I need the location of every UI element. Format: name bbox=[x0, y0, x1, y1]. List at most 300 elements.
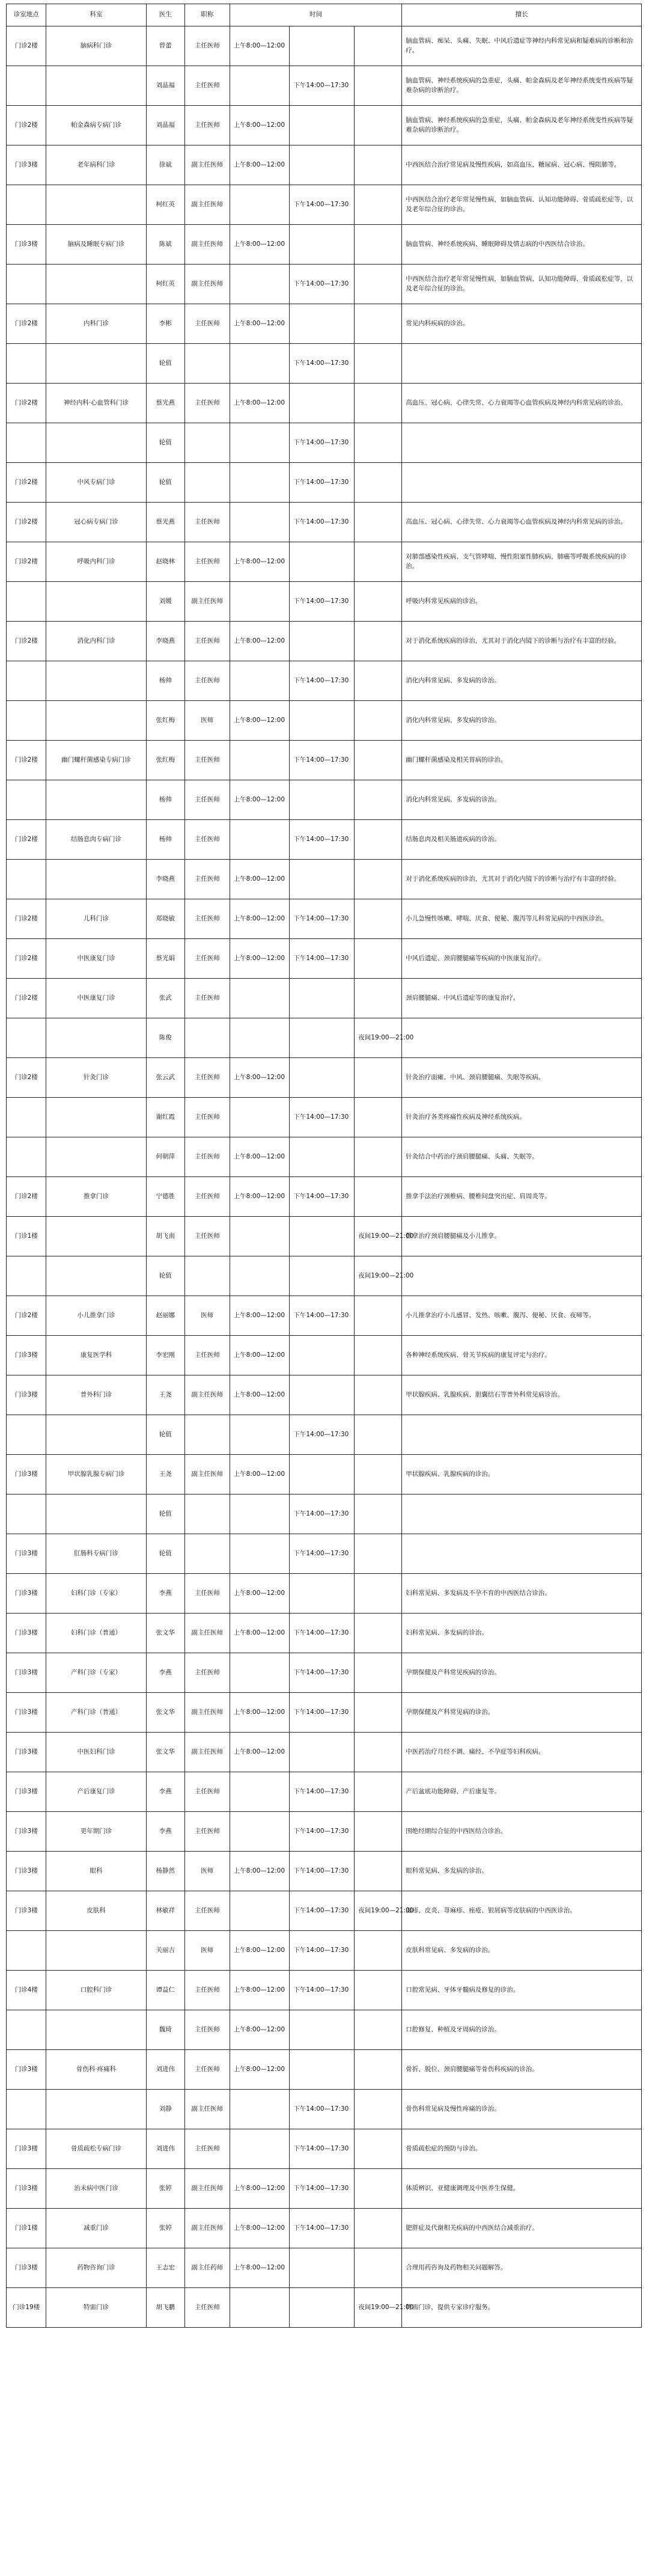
location-cell: 门诊2楼 bbox=[7, 1058, 46, 1098]
table-row bbox=[7, 1971, 642, 2010]
table-row bbox=[7, 26, 642, 66]
specialty-cell: 幽门螺杆菌感染及相关胃病的诊治。 bbox=[402, 741, 642, 780]
afternoon-time-cell: 下午14:00—17:30 bbox=[290, 503, 355, 542]
location-cell: 门诊2楼 bbox=[7, 820, 46, 860]
title-cell: 主任医师 bbox=[184, 741, 230, 780]
department-cell: 中风专病门诊 bbox=[46, 463, 146, 503]
afternoon-time-cell bbox=[290, 384, 355, 423]
department-cell: 帕金森病专病门诊 bbox=[46, 106, 146, 145]
specialty-cell: 合理用药咨询及药物相关问题解答。 bbox=[402, 2248, 642, 2288]
table-row bbox=[7, 145, 642, 185]
morning-time-cell: 上午8:00—12:00 bbox=[230, 1971, 290, 2010]
afternoon-time-cell: 下午14:00—17:30 bbox=[290, 2090, 355, 2129]
afternoon-time-cell: 下午14:00—17:30 bbox=[290, 1971, 355, 2010]
location-cell: 门诊2楼 bbox=[7, 979, 46, 1018]
title-cell: 主任医师 bbox=[184, 66, 230, 106]
morning-time-cell bbox=[230, 1534, 290, 1574]
doctor-cell: 王尧 bbox=[146, 1375, 184, 1415]
department-cell bbox=[46, 1098, 146, 1137]
department-cell: 皮肤科 bbox=[46, 1891, 146, 1931]
doctor-cell: 赵丽娜 bbox=[146, 1296, 184, 1336]
morning-time-cell: 上午8:00—12:00 bbox=[230, 1733, 290, 1772]
doctor-cell: 陈斌 bbox=[146, 225, 184, 265]
title-cell: 副主任医师 bbox=[184, 1455, 230, 1495]
evening-time-cell bbox=[355, 1534, 402, 1574]
table-row bbox=[7, 2090, 642, 2129]
department-cell: 幽门螺杆菌感染专病门诊 bbox=[46, 741, 146, 780]
doctor-cell: 李燕 bbox=[146, 1812, 184, 1852]
table-row bbox=[7, 384, 642, 423]
doctor-cell: 张文华 bbox=[146, 1693, 184, 1733]
evening-time-cell bbox=[355, 2129, 402, 2169]
evening-time-cell bbox=[355, 26, 402, 66]
title-cell: 主任医师 bbox=[184, 2129, 230, 2169]
morning-time-cell bbox=[230, 820, 290, 860]
specialty-cell: 围绝经期综合征的中西医结合诊治。 bbox=[402, 1812, 642, 1852]
afternoon-time-cell bbox=[290, 304, 355, 344]
title-cell: 主任医师 bbox=[184, 384, 230, 423]
evening-time-cell bbox=[355, 1653, 402, 1693]
department-cell: 妇科门诊（专家） bbox=[46, 1574, 146, 1614]
doctor-cell: 张婷 bbox=[146, 2209, 184, 2248]
table-row bbox=[7, 939, 642, 979]
department-cell: 肛肠科专病门诊 bbox=[46, 1534, 146, 1574]
morning-time-cell: 上午8:00—12:00 bbox=[230, 2010, 290, 2050]
doctor-cell: 张文华 bbox=[146, 1614, 184, 1653]
doctor-cell: 张红梅 bbox=[146, 701, 184, 741]
morning-time-cell: 上午8:00—12:00 bbox=[230, 1177, 290, 1217]
evening-time-cell bbox=[355, 1058, 402, 1098]
afternoon-time-cell bbox=[290, 780, 355, 820]
specialty-cell: 针灸治疗各类疼痛性疾病及神经系统疾病。 bbox=[402, 1098, 642, 1137]
afternoon-time-cell: 下午14:00—17:30 bbox=[290, 899, 355, 939]
morning-time-cell: 上午8:00—12:00 bbox=[230, 622, 290, 661]
specialty-cell: 甲状腺疾病、乳腺疾病的诊治。 bbox=[402, 1455, 642, 1495]
title-cell: 医师 bbox=[184, 1931, 230, 1971]
doctor-cell: 宁德胜 bbox=[146, 1177, 184, 1217]
department-cell: 内科门诊 bbox=[46, 304, 146, 344]
afternoon-time-cell bbox=[290, 106, 355, 145]
table-row bbox=[7, 1375, 642, 1415]
department-cell bbox=[46, 780, 146, 820]
department-cell: 甲状腺乳腺专病门诊 bbox=[46, 1455, 146, 1495]
table-row bbox=[7, 1733, 642, 1772]
title-cell: 主任医师 bbox=[184, 2050, 230, 2090]
afternoon-time-cell: 下午14:00—17:30 bbox=[290, 1931, 355, 1971]
table-row bbox=[7, 899, 642, 939]
evening-time-cell bbox=[355, 2169, 402, 2209]
evening-time-cell bbox=[355, 542, 402, 582]
table-row bbox=[7, 622, 642, 661]
doctor-cell: 刘进伟 bbox=[146, 2050, 184, 2090]
title-cell: 副主任医师 bbox=[184, 2169, 230, 2209]
specialty-cell: 中风后遗症、颈肩腰腿痛等疾病的中医康复治疗。 bbox=[402, 939, 642, 979]
location-cell: 门诊2楼 bbox=[7, 26, 46, 66]
morning-time-cell bbox=[230, 503, 290, 542]
department-cell: 小儿推拿门诊 bbox=[46, 1296, 146, 1336]
afternoon-time-cell: 下午14:00—17:30 bbox=[290, 1812, 355, 1852]
specialty-cell bbox=[402, 1534, 642, 1574]
evening-time-cell bbox=[355, 1614, 402, 1653]
specialty-cell bbox=[402, 423, 642, 463]
afternoon-time-cell: 下午14:00—17:30 bbox=[290, 423, 355, 463]
location-cell bbox=[7, 661, 46, 701]
doctor-cell: 谭益仁 bbox=[146, 1971, 184, 2010]
table-row bbox=[7, 1415, 642, 1455]
afternoon-time-cell bbox=[290, 2010, 355, 2050]
morning-time-cell bbox=[230, 741, 290, 780]
morning-time-cell bbox=[230, 66, 290, 106]
evening-time-cell: 夜间19:00—21:00 bbox=[355, 1018, 402, 1058]
doctor-cell: 李晓燕 bbox=[146, 860, 184, 899]
department-cell bbox=[46, 582, 146, 622]
afternoon-time-cell bbox=[290, 979, 355, 1018]
table-row bbox=[7, 2129, 642, 2169]
department-cell: 普外科门诊 bbox=[46, 1375, 146, 1415]
table-row bbox=[7, 2209, 642, 2248]
table-row bbox=[7, 225, 642, 265]
afternoon-time-cell: 下午14:00—17:30 bbox=[290, 265, 355, 304]
morning-time-cell bbox=[230, 979, 290, 1018]
morning-time-cell: 上午8:00—12:00 bbox=[230, 939, 290, 979]
table-row bbox=[7, 423, 642, 463]
evening-time-cell bbox=[355, 1495, 402, 1534]
doctor-cell: 杨静然 bbox=[146, 1852, 184, 1891]
table-row bbox=[7, 463, 642, 503]
morning-time-cell bbox=[230, 423, 290, 463]
doctor-cell: 刘晶福 bbox=[146, 66, 184, 106]
title-cell: 副主任医师 bbox=[184, 1693, 230, 1733]
location-cell bbox=[7, 2090, 46, 2129]
morning-time-cell: 上午8:00—12:00 bbox=[230, 2169, 290, 2209]
evening-time-cell bbox=[355, 1455, 402, 1495]
morning-time-cell bbox=[230, 1653, 290, 1693]
department-cell bbox=[46, 2010, 146, 2050]
location-cell: 门诊3楼 bbox=[7, 225, 46, 265]
table-row bbox=[7, 1296, 642, 1336]
morning-time-cell bbox=[230, 185, 290, 225]
afternoon-time-cell: 下午14:00—17:30 bbox=[290, 1098, 355, 1137]
table-row bbox=[7, 2169, 642, 2209]
afternoon-time-cell bbox=[290, 2248, 355, 2288]
department-cell: 药物咨询门诊 bbox=[46, 2248, 146, 2288]
specialty-cell: 甲状腺疾病、乳腺疾病、胆囊结石等普外科常见病诊治。 bbox=[402, 1375, 642, 1415]
table-row bbox=[7, 1574, 642, 1614]
specialty-cell: 口腔常见病、牙体牙髓病及修复的诊治。 bbox=[402, 1971, 642, 2010]
afternoon-time-cell bbox=[290, 1058, 355, 1098]
title-cell: 主任医师 bbox=[184, 1098, 230, 1137]
morning-time-cell: 上午8:00—12:00 bbox=[230, 899, 290, 939]
department-cell bbox=[46, 185, 146, 225]
specialty-cell: 常见内科疾病的诊治。 bbox=[402, 304, 642, 344]
table-row bbox=[7, 1614, 642, 1653]
location-cell bbox=[7, 860, 46, 899]
title-cell: 副主任医师 bbox=[184, 2090, 230, 2129]
doctor-cell: 轮值 bbox=[146, 1534, 184, 1574]
location-cell: 门诊4楼 bbox=[7, 1971, 46, 2010]
evening-time-cell bbox=[355, 2090, 402, 2129]
evening-time-cell bbox=[355, 939, 402, 979]
department-cell: 特需门诊 bbox=[46, 2288, 146, 2328]
title-cell: 副主任医师 bbox=[184, 225, 230, 265]
location-cell bbox=[7, 780, 46, 820]
doctor-cell: 李燕 bbox=[146, 1772, 184, 1812]
location-cell bbox=[7, 701, 46, 741]
specialty-cell bbox=[402, 1415, 642, 1455]
evening-time-cell bbox=[355, 899, 402, 939]
title-cell: 副主任医师 bbox=[184, 1375, 230, 1415]
department-cell: 神经内科·心血管科门诊 bbox=[46, 384, 146, 423]
table-row bbox=[7, 1693, 642, 1733]
title-cell: 主任医师 bbox=[184, 1574, 230, 1614]
specialty-cell bbox=[402, 1495, 642, 1534]
specialty-cell: 特需门诊，提供专家诊疗服务。 bbox=[402, 2288, 642, 2328]
afternoon-time-cell: 下午14:00—17:30 bbox=[290, 1653, 355, 1693]
specialty-cell: 中西医结合治疗常见病及慢性疾病，如高血压、糖尿病、冠心病、慢阻肺等。 bbox=[402, 145, 642, 185]
specialty-cell: 肥胖症及代谢相关疾病的中西医结合减重治疗。 bbox=[402, 2209, 642, 2248]
table-row bbox=[7, 1891, 642, 1931]
location-cell: 门诊3楼 bbox=[7, 2248, 46, 2288]
doctor-cell: 张婷 bbox=[146, 2169, 184, 2209]
specialty-cell bbox=[402, 463, 642, 503]
department-cell: 妇科门诊（普通） bbox=[46, 1614, 146, 1653]
department-cell: 康复医学科 bbox=[46, 1336, 146, 1375]
specialty-cell: 骨折、脱位、颈肩腰腿痛等骨伤科疾病的诊治。 bbox=[402, 2050, 642, 2090]
title-cell: 主任医师 bbox=[184, 622, 230, 661]
doctor-cell: 赵晓林 bbox=[146, 542, 184, 582]
schedule-rows bbox=[7, 26, 642, 2328]
location-cell: 门诊3楼 bbox=[7, 1772, 46, 1812]
header-location: 诊室地点 bbox=[7, 4, 46, 26]
morning-time-cell bbox=[230, 1256, 290, 1296]
table-row bbox=[7, 2050, 642, 2090]
morning-time-cell: 上午8:00—12:00 bbox=[230, 1614, 290, 1653]
location-cell: 门诊3楼 bbox=[7, 2169, 46, 2209]
department-cell: 产科门诊（普通） bbox=[46, 1693, 146, 1733]
table-row bbox=[7, 503, 642, 542]
title-cell: 主任医师 bbox=[184, 939, 230, 979]
evening-time-cell: 夜间19:00—21:00 bbox=[355, 1217, 402, 1256]
evening-time-cell bbox=[355, 1812, 402, 1852]
evening-time-cell bbox=[355, 2248, 402, 2288]
title-cell: 主任医师 bbox=[184, 860, 230, 899]
department-cell: 减重门诊 bbox=[46, 2209, 146, 2248]
specialty-cell: 孕期保健及产科常见病的诊治。 bbox=[402, 1693, 642, 1733]
department-cell: 骨质疏松专病门诊 bbox=[46, 2129, 146, 2169]
table-row bbox=[7, 265, 642, 304]
title-cell bbox=[184, 463, 230, 503]
doctor-cell: 杨帅 bbox=[146, 820, 184, 860]
specialty-cell: 妇科常见病、多发病的诊治。 bbox=[402, 1614, 642, 1653]
location-cell: 门诊2楼 bbox=[7, 463, 46, 503]
table-row bbox=[7, 1137, 642, 1177]
table-row bbox=[7, 1217, 642, 1256]
evening-time-cell bbox=[355, 145, 402, 185]
afternoon-time-cell: 下午14:00—17:30 bbox=[290, 2129, 355, 2169]
department-cell bbox=[46, 2090, 146, 2129]
doctor-cell: 王志宏 bbox=[146, 2248, 184, 2288]
location-cell: 门诊3楼 bbox=[7, 1574, 46, 1614]
specialty-cell: 脑血管病、神经系统疾病的急重症，头痛、帕金森病及老年神经系统变性疾病等疑难杂病的诊断治疗。 bbox=[402, 66, 642, 106]
evening-time-cell bbox=[355, 1296, 402, 1336]
specialty-cell: 脑血管病、神经系统疾病的急重症，头痛、帕金森病及老年神经系统变性疾病等疑难杂病的诊断治疗。 bbox=[402, 106, 642, 145]
title-cell bbox=[184, 1415, 230, 1455]
doctor-cell: 蔡光娟 bbox=[146, 939, 184, 979]
department-cell bbox=[46, 1495, 146, 1534]
doctor-cell: 魏琦 bbox=[146, 2010, 184, 2050]
location-cell: 门诊3楼 bbox=[7, 1336, 46, 1375]
department-cell: 治未病中医门诊 bbox=[46, 2169, 146, 2209]
table-row bbox=[7, 1098, 642, 1137]
morning-time-cell bbox=[230, 1098, 290, 1137]
location-cell: 门诊2楼 bbox=[7, 939, 46, 979]
afternoon-time-cell: 下午14:00—17:30 bbox=[290, 939, 355, 979]
afternoon-time-cell: 下午14:00—17:30 bbox=[290, 1852, 355, 1891]
department-cell: 产后康复门诊 bbox=[46, 1772, 146, 1812]
location-cell bbox=[7, 1137, 46, 1177]
department-cell: 眼科 bbox=[46, 1852, 146, 1891]
title-cell: 主任医师 bbox=[184, 304, 230, 344]
specialty-cell: 湿疹、皮炎、荨麻疹、痤疮、银屑病等皮肤病的中西医诊治。 bbox=[402, 1891, 642, 1931]
doctor-cell: 刘静 bbox=[146, 2090, 184, 2129]
evening-time-cell bbox=[355, 463, 402, 503]
afternoon-time-cell: 下午14:00—17:30 bbox=[290, 1415, 355, 1455]
location-cell: 门诊3楼 bbox=[7, 1693, 46, 1733]
title-cell: 主任医师 bbox=[184, 1812, 230, 1852]
location-cell: 门诊2楼 bbox=[7, 899, 46, 939]
morning-time-cell: 上午8:00—12:00 bbox=[230, 860, 290, 899]
afternoon-time-cell: 下午14:00—17:30 bbox=[290, 1693, 355, 1733]
clinic-schedule-table bbox=[6, 4, 642, 2328]
table-row bbox=[7, 185, 642, 225]
table-row bbox=[7, 344, 642, 384]
specialty-cell: 体质辨识、亚健康调理及中医养生保健。 bbox=[402, 2169, 642, 2209]
location-cell: 门诊2楼 bbox=[7, 384, 46, 423]
title-cell bbox=[184, 1018, 230, 1058]
title-cell bbox=[184, 1495, 230, 1534]
doctor-cell: 陈俊 bbox=[146, 1018, 184, 1058]
department-cell: 脑病及睡眠专病门诊 bbox=[46, 225, 146, 265]
evening-time-cell bbox=[355, 1971, 402, 2010]
table-row bbox=[7, 780, 642, 820]
specialty-cell: 产后盆底功能障碍、产后康复等。 bbox=[402, 1772, 642, 1812]
morning-time-cell: 上午8:00—12:00 bbox=[230, 780, 290, 820]
doctor-cell: 李彬 bbox=[146, 304, 184, 344]
afternoon-time-cell: 下午14:00—17:30 bbox=[290, 1614, 355, 1653]
table-row bbox=[7, 304, 642, 344]
doctor-cell: 刘媛 bbox=[146, 582, 184, 622]
table-row bbox=[7, 1653, 642, 1693]
department-cell bbox=[46, 1931, 146, 1971]
specialty-cell bbox=[402, 1018, 642, 1058]
evening-time-cell: 夜间19:00—21:00 bbox=[355, 2288, 402, 2328]
morning-time-cell: 上午8:00—12:00 bbox=[230, 384, 290, 423]
table-row bbox=[7, 701, 642, 741]
title-cell: 主任医师 bbox=[184, 780, 230, 820]
title-cell: 主任医师 bbox=[184, 1336, 230, 1375]
afternoon-time-cell: 下午14:00—17:30 bbox=[290, 1177, 355, 1217]
table-row bbox=[7, 979, 642, 1018]
title-cell: 副主任医师 bbox=[184, 1733, 230, 1772]
specialty-cell bbox=[402, 344, 642, 384]
location-cell bbox=[7, 185, 46, 225]
department-cell: 儿科门诊 bbox=[46, 899, 146, 939]
doctor-cell: 王尧 bbox=[146, 1455, 184, 1495]
evening-time-cell bbox=[355, 979, 402, 1018]
department-cell bbox=[46, 661, 146, 701]
title-cell: 副主任医师 bbox=[184, 265, 230, 304]
doctor-cell: 轮值 bbox=[146, 344, 184, 384]
location-cell: 门诊3楼 bbox=[7, 1812, 46, 1852]
location-cell: 门诊3楼 bbox=[7, 1614, 46, 1653]
evening-time-cell bbox=[355, 1098, 402, 1137]
table-row bbox=[7, 820, 642, 860]
table-row bbox=[7, 1812, 642, 1852]
title-cell: 主任医师 bbox=[184, 106, 230, 145]
department-cell bbox=[46, 1217, 146, 1256]
department-cell bbox=[46, 344, 146, 384]
doctor-cell: 徐斌 bbox=[146, 145, 184, 185]
location-cell: 门诊2楼 bbox=[7, 106, 46, 145]
afternoon-time-cell: 下午14:00—17:30 bbox=[290, 820, 355, 860]
morning-time-cell: 上午8:00—12:00 bbox=[230, 2209, 290, 2248]
doctor-cell: 林敏祥 bbox=[146, 1891, 184, 1931]
location-cell bbox=[7, 66, 46, 106]
specialty-cell: 小儿推拿治疗小儿感冒、发热、咳嗽、腹泻、便秘、厌食、夜啼等。 bbox=[402, 1296, 642, 1336]
evening-time-cell bbox=[355, 384, 402, 423]
morning-time-cell: 上午8:00—12:00 bbox=[230, 1375, 290, 1415]
afternoon-time-cell: 下午14:00—17:30 bbox=[290, 66, 355, 106]
afternoon-time-cell bbox=[290, 1137, 355, 1177]
evening-time-cell bbox=[355, 185, 402, 225]
morning-time-cell: 上午8:00—12:00 bbox=[230, 145, 290, 185]
doctor-cell: 李燕 bbox=[146, 1653, 184, 1693]
department-cell bbox=[46, 1018, 146, 1058]
morning-time-cell: 上午8:00—12:00 bbox=[230, 1137, 290, 1177]
table-row bbox=[7, 1336, 642, 1375]
afternoon-time-cell bbox=[290, 2288, 355, 2328]
title-cell: 主任医师 bbox=[184, 899, 230, 939]
title-cell: 主任医师 bbox=[184, 1971, 230, 2010]
location-cell bbox=[7, 2010, 46, 2050]
department-cell: 脑病科门诊 bbox=[46, 26, 146, 66]
department-cell: 冠心病专病门诊 bbox=[46, 503, 146, 542]
location-cell: 门诊3楼 bbox=[7, 1455, 46, 1495]
morning-time-cell bbox=[230, 1495, 290, 1534]
specialty-cell: 结肠息肉及相关肠道疾病的诊治。 bbox=[402, 820, 642, 860]
department-cell: 中医康复门诊 bbox=[46, 939, 146, 979]
location-cell bbox=[7, 423, 46, 463]
morning-time-cell: 上午8:00—12:00 bbox=[230, 2248, 290, 2288]
evening-time-cell bbox=[355, 1693, 402, 1733]
afternoon-time-cell: 下午14:00—17:30 bbox=[290, 185, 355, 225]
morning-time-cell bbox=[230, 1217, 290, 1256]
doctor-cell: 柯红英 bbox=[146, 265, 184, 304]
morning-time-cell bbox=[230, 1415, 290, 1455]
title-cell: 医师 bbox=[184, 1296, 230, 1336]
department-cell bbox=[46, 1256, 146, 1296]
evening-time-cell bbox=[355, 2209, 402, 2248]
doctor-cell: 刘进伟 bbox=[146, 2129, 184, 2169]
header-title: 职称 bbox=[184, 4, 230, 26]
title-cell: 主任医师 bbox=[184, 542, 230, 582]
evening-time-cell bbox=[355, 1733, 402, 1772]
location-cell: 门诊2楼 bbox=[7, 1177, 46, 1217]
department-cell: 推拿门诊 bbox=[46, 1177, 146, 1217]
table-row bbox=[7, 1931, 642, 1971]
evening-time-cell bbox=[355, 1336, 402, 1375]
specialty-cell: 小儿急慢性咳嗽、哮喘、厌食、便秘、腹泻等儿科常见病的中西医诊治。 bbox=[402, 899, 642, 939]
